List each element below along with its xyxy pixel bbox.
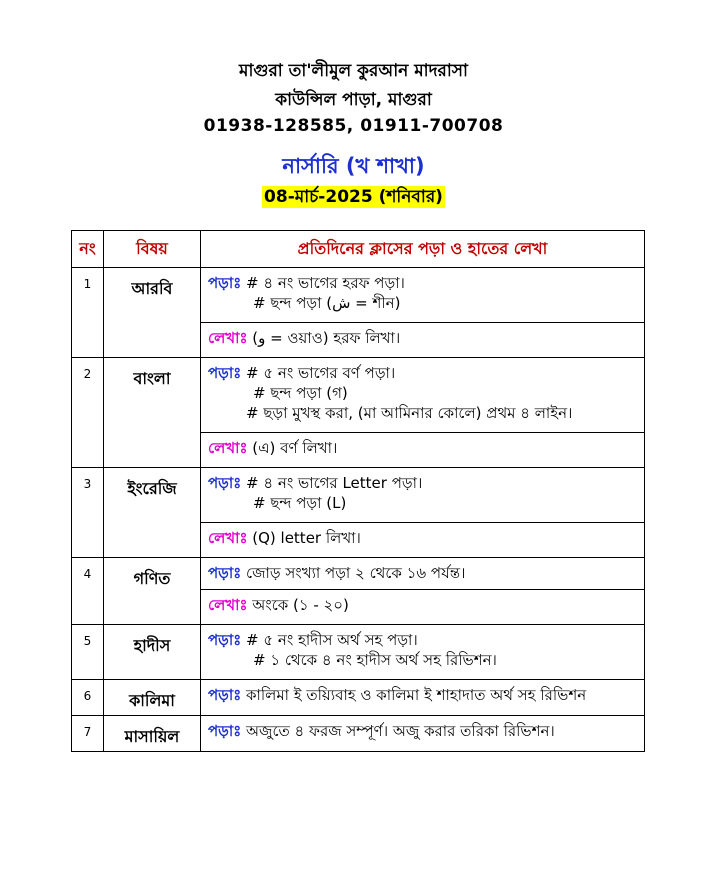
table-row bbox=[72, 625, 645, 680]
read-label: পড়াঃ bbox=[208, 364, 242, 382]
read-line: # ৪ নং ভাগের Letter পড়া। bbox=[246, 474, 423, 492]
write-line: অংকে (১ - ২০) bbox=[252, 596, 349, 614]
row-number: 2 bbox=[72, 358, 104, 468]
table-row bbox=[72, 680, 645, 716]
row-number: 7 bbox=[72, 716, 104, 752]
read-label: পড়াঃ bbox=[208, 564, 242, 582]
header-number: নং bbox=[72, 231, 104, 268]
table-row bbox=[72, 558, 645, 590]
write-line: (এ) বর্ণ লিখা। bbox=[252, 439, 338, 457]
read-line: # ছন্দ পড়া (ش = শীন) bbox=[253, 294, 401, 312]
read-label: পড়াঃ bbox=[208, 274, 242, 292]
phone-numbers: 01938-128585, 01911-700708 bbox=[203, 116, 504, 136]
write-label: লেখাঃ bbox=[208, 439, 248, 457]
write-cell bbox=[201, 590, 645, 625]
read-line: # ৪ নং ভাগের হরফ পড়া। bbox=[246, 274, 405, 292]
institution-name: মাগুরা তা'লীমুল কুরআন মাদরাসা bbox=[239, 61, 468, 81]
read-line: # ৫ নং ভাগের বর্ণ পড়া। bbox=[246, 364, 396, 382]
read-label: পড়াঃ bbox=[208, 474, 242, 492]
date-highlight: 08-মার্চ-2025 (শনিবার) bbox=[264, 187, 443, 207]
read-line: অজুতে ৪ ফরজ সম্পূর্ণ। অজু করার তরিকা রিভিশন। bbox=[246, 722, 555, 740]
read-cell bbox=[201, 468, 645, 523]
read-cell bbox=[201, 558, 645, 590]
read-cell bbox=[201, 268, 645, 323]
date-line bbox=[0, 184, 707, 212]
read-line: # ছন্দ পড়া (গ) bbox=[253, 384, 348, 402]
write-label: লেখাঃ bbox=[208, 529, 248, 547]
read-cell bbox=[201, 716, 645, 752]
read-cell bbox=[201, 625, 645, 680]
read-cell bbox=[201, 358, 645, 433]
table-row bbox=[72, 468, 645, 523]
write-label: লেখাঃ bbox=[208, 596, 248, 614]
write-line: (Q) letter লিখা। bbox=[252, 529, 361, 547]
table-row bbox=[72, 268, 645, 323]
header-subject: বিষয় bbox=[104, 231, 201, 268]
row-subject: ইংরেজি bbox=[104, 468, 201, 558]
read-label: পড়াঃ bbox=[208, 722, 242, 740]
write-cell bbox=[201, 523, 645, 558]
read-line: # ছড়া মুখস্থ করা, (মা আমিনার কোলে) প্রথম ৪ লাইন। bbox=[246, 404, 573, 422]
table-header-row bbox=[72, 231, 645, 268]
lesson-table bbox=[71, 230, 645, 752]
row-number: 1 bbox=[72, 268, 104, 358]
write-cell bbox=[201, 433, 645, 468]
write-cell bbox=[201, 323, 645, 358]
table-row bbox=[72, 716, 645, 752]
read-label: পড়াঃ bbox=[208, 631, 242, 649]
row-number: 6 bbox=[72, 680, 104, 716]
header-lesson: প্রতিদিনের ক্লাসের পড়া ও হাতের লেখা bbox=[201, 231, 645, 268]
row-number: 3 bbox=[72, 468, 104, 558]
read-label: পড়াঃ bbox=[208, 686, 242, 704]
read-line: # ১ থেকে ৪ নং হাদীস অর্থ সহ রিভিশন। bbox=[253, 651, 497, 669]
row-subject: গণিত bbox=[104, 558, 201, 625]
row-subject: মাসায়িল bbox=[104, 716, 201, 752]
table-row bbox=[72, 358, 645, 433]
institution-address: কাউন্সিল পাড়া, মাগুরা bbox=[275, 90, 432, 110]
read-line: # ৫ নং হাদীস অর্থ সহ পড়া। bbox=[246, 631, 418, 649]
write-line: (و = ওয়াও) হরফ লিখা। bbox=[252, 329, 401, 347]
read-line: কালিমা ই তয়্যিবাহ ও কালিমা ই শাহাদাত অর্থ সহ রিভিশন bbox=[246, 686, 587, 704]
read-cell bbox=[201, 680, 645, 716]
row-subject: কালিমা bbox=[104, 680, 201, 716]
row-number: 5 bbox=[72, 625, 104, 680]
row-subject: বাংলা bbox=[104, 358, 201, 468]
row-subject: আরবি bbox=[104, 268, 201, 358]
row-subject: হাদীস bbox=[104, 625, 201, 680]
class-title: নার্সারি (খ শাখা) bbox=[282, 154, 425, 178]
read-line: # ছন্দ পড়া (L) bbox=[253, 494, 347, 512]
write-label: লেখাঃ bbox=[208, 329, 248, 347]
row-number: 4 bbox=[72, 558, 104, 625]
read-line: জোড় সংখ্যা পড়া ২ থেকে ১৬ পর্যন্ত। bbox=[246, 564, 466, 582]
